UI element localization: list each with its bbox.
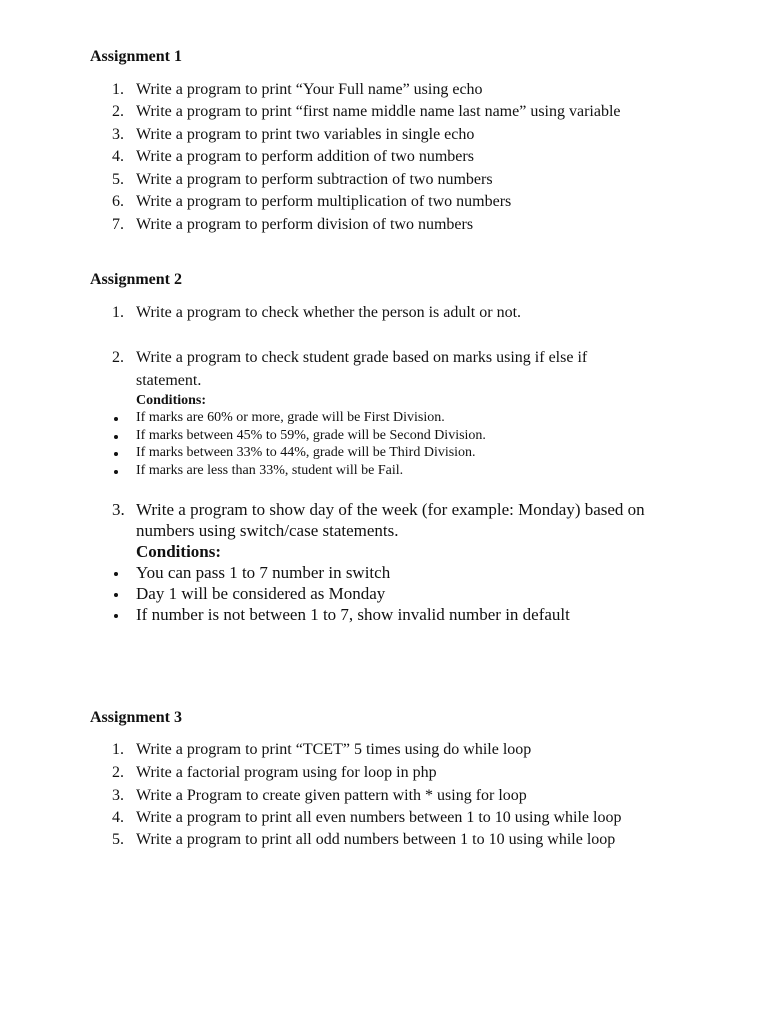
question-3-line-2: numbers using switch/case statements. (136, 521, 399, 540)
list-item: Write a factorial program using for loop in php (136, 764, 437, 781)
list-item: If number is not between 1 to 7, show invalid number in default (136, 605, 570, 624)
list-item-number: 2. (112, 764, 124, 781)
bullet-icon (114, 452, 118, 456)
question-3-number: 3. (112, 500, 125, 519)
list-item: Write a program to print “TCET” 5 times using do while loop (136, 741, 532, 758)
list-item: Write a Program to create given pattern with * using for loop (136, 787, 527, 804)
assignment-2-heading: Assignment 2 (90, 271, 183, 288)
list-item-number: 7. (112, 216, 124, 233)
list-item-number: 5. (112, 831, 124, 848)
list-item-number: 3. (112, 126, 124, 143)
list-item: Write a program to perform subtraction of two numbers (136, 171, 493, 188)
list-item-number: 4. (112, 809, 124, 826)
list-item-number: 1. (112, 741, 124, 758)
question-2-conditions-label: Conditions: (136, 393, 207, 408)
list-item-number: 1. (112, 81, 124, 98)
list-item: Write a program to perform multiplication of two numbers (136, 193, 512, 210)
assignment-1-heading: Assignment 1 (90, 48, 183, 65)
list-item: Write a program to perform addition of two numbers (136, 148, 474, 165)
bullet-icon (114, 593, 118, 597)
list-item: If marks are less than 33%, student will be Fail. (136, 463, 404, 478)
list-item: You can pass 1 to 7 number in switch (136, 563, 391, 582)
list-item: If marks between 45% to 59%, grade will be Second Division. (136, 428, 486, 443)
assignment-3-heading: Assignment 3 (90, 709, 183, 726)
list-item: Write a program to perform division of two numbers (136, 216, 474, 233)
list-item: Write a program to print all odd numbers between 1 to 10 using while loop (136, 831, 616, 848)
question-3-line-1: Write a program to show day of the week (for example: Monday) based on (136, 500, 645, 519)
list-item: Day 1 will be considered as Monday (136, 584, 386, 603)
bullet-icon (114, 417, 118, 421)
question-2-line-2: statement. (136, 372, 202, 389)
list-item-number: 4. (112, 148, 124, 165)
list-item-number: 6. (112, 193, 124, 210)
list-item: Write a program to print “Your Full name” using echo (136, 81, 483, 98)
list-item: Write a program to print two variables in single echo (136, 126, 475, 143)
bullet-icon (114, 614, 118, 618)
bullet-icon (114, 435, 118, 439)
list-item: If marks between 33% to 44%, grade will be Third Division. (136, 445, 476, 460)
list-item: Write a program to print all even numbers between 1 to 10 using while loop (136, 809, 622, 826)
bullet-icon (114, 572, 118, 576)
list-item-number: 2. (112, 103, 124, 120)
question-1-text: Write a program to check whether the person is adult or not. (136, 304, 522, 321)
list-item-number: 5. (112, 171, 124, 188)
question-1-number: 1. (112, 304, 124, 321)
question-2-number: 2. (112, 349, 124, 366)
question-3-conditions-label: Conditions: (136, 542, 222, 561)
list-item: Write a program to print “first name middle name last name” using variable (136, 103, 621, 120)
bullet-icon (114, 470, 118, 474)
list-item-number: 3. (112, 787, 124, 804)
question-2-line-1: Write a program to check student grade based on marks using if else if (136, 349, 588, 366)
list-item: If marks are 60% or more, grade will be First Division. (136, 410, 445, 425)
